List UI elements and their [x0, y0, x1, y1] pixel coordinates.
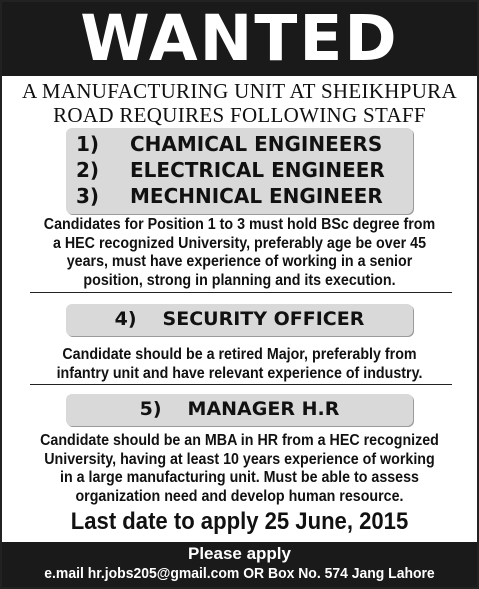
- position-4-title: SECURITY OFFICER: [162, 308, 365, 330]
- engineering-req-line-1: Candidates for Position 1 to 3 must hold BSc degree from: [43, 216, 436, 233]
- position-2: [76, 158, 385, 182]
- engineering-req-line-2: a HEC recognized University, preferably age be over 45: [52, 234, 427, 252]
- security-req-line-1: Candidate should be a retired Major, preferably from: [62, 346, 417, 363]
- hr-req-line-1: Candidate should be an MBA in HR from a HEC recognized: [40, 432, 439, 449]
- position-5: [66, 394, 413, 424]
- engineering-req-line-4: position, strong in planning and its execution.: [83, 271, 396, 289]
- hr-req-line-4: organization need and develop human resource.: [75, 487, 404, 505]
- security-req-line-2: infantry unit and have relevant experience of industry.: [56, 364, 423, 382]
- engineering-requirements: [21, 216, 458, 290]
- hr-requirements: [21, 432, 458, 506]
- hr-req-line-2: University, having at least 10 years experience of working: [44, 450, 435, 468]
- application-deadline: Last date to apply 25 June, 2015: [70, 508, 409, 535]
- position-2-title: ELECTRICAL ENGINEER: [130, 158, 385, 182]
- engineering-req-line-3: years, must have experience of working in a senior: [66, 253, 413, 270]
- section-divider-2: [30, 384, 452, 385]
- position-3: [76, 184, 383, 208]
- position-3-number: 3): [76, 184, 100, 208]
- security-requirements: [21, 346, 458, 383]
- position-1: [76, 132, 382, 156]
- section-divider-1: [30, 292, 452, 293]
- position-5-title: MANAGER H.R: [187, 398, 340, 420]
- intro-line-2: ROAD REQUIRES FOLLOWING STAFF: [53, 103, 426, 127]
- position-4-number: 4): [114, 308, 137, 330]
- position-3-title: MECHNICAL ENGINEER: [130, 184, 383, 208]
- contact-details: e.mail hr.jobs205@gmail.com OR Box No. 574 Jang Lahore: [44, 565, 435, 582]
- security-position-box: [66, 304, 413, 336]
- hr-position-box: [66, 394, 413, 426]
- wanted-banner: [2, 2, 477, 76]
- position-4: [66, 304, 413, 334]
- position-5-number: 5): [139, 398, 162, 420]
- wanted-title: WANTED: [80, 2, 399, 75]
- position-1-number: 1): [76, 132, 100, 156]
- please-apply-label: Please apply: [187, 544, 291, 563]
- contact-footer: [2, 542, 477, 587]
- position-1-title: CHAMICAL ENGINEERS: [130, 132, 383, 156]
- hr-req-line-3: in a large manufacturing unit. Must be able to assess: [60, 469, 419, 486]
- position-2-number: 2): [76, 158, 100, 182]
- intro-line-1: A MANUFACTURING UNIT AT SHEIKHPURA: [22, 79, 457, 103]
